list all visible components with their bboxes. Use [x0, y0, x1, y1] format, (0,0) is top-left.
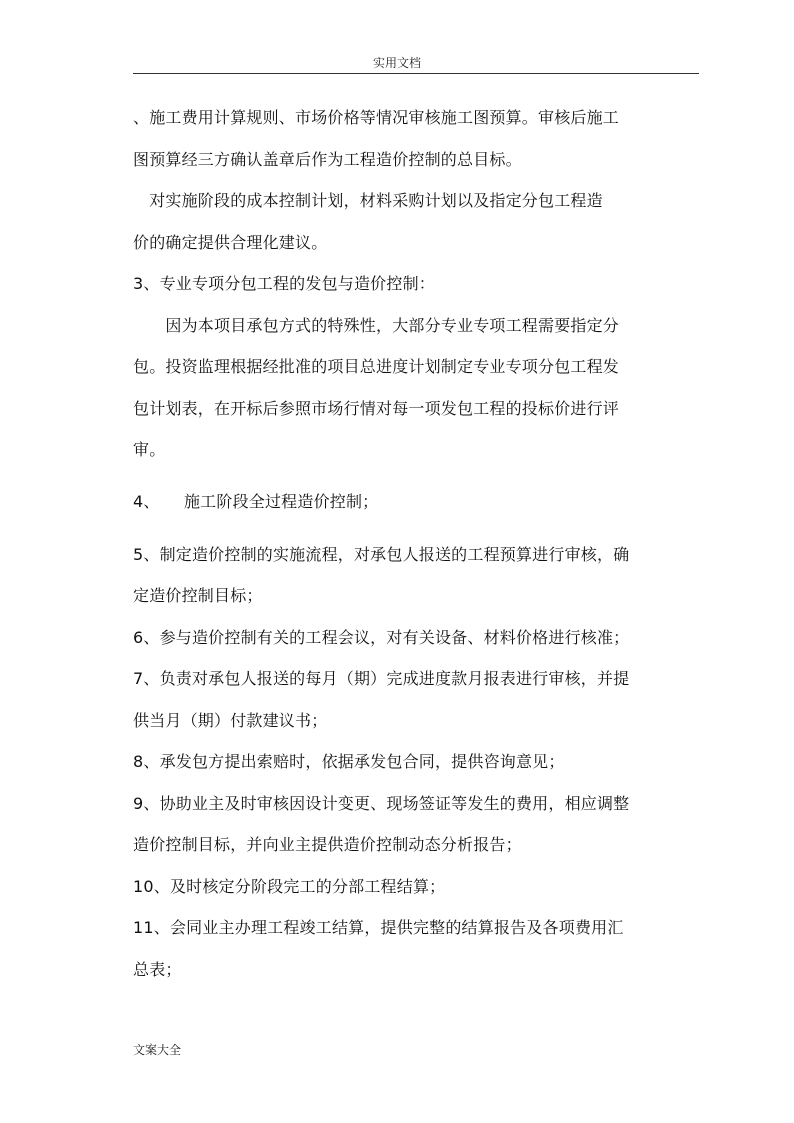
- header-divider: [133, 73, 699, 74]
- text-line: 5、制定造价控制的实施流程，对承包人报送的工程预算进行审核，确: [133, 545, 630, 564]
- text-line: 6、参与造价控制有关的工程会议，对有关设备、材料价格进行核准；: [133, 628, 630, 647]
- text-line: 8、承发包方提出索赔时，依据承发包合同，提供咨询意见；: [133, 752, 565, 771]
- text-line: 价的确定提供合理化建议。: [133, 233, 328, 252]
- text-line: 审。: [133, 440, 166, 459]
- section-heading: 4、 施工阶段全过程造价控制；: [133, 492, 379, 511]
- text-line: 包。投资监理根据经批准的项目总进度计划制定专业专项分包工程发: [133, 357, 620, 376]
- text-line: 3、专业专项分包工程的发包与造价控制：: [133, 274, 435, 293]
- text-line: 7、负责对承包人报送的每月（期）完成进度款月报表进行审核，并提: [133, 669, 630, 688]
- text-line: 定造价控制目标；: [133, 586, 263, 605]
- text-line: 造价控制目标，并向业主提供造价控制动态分析报告；: [133, 835, 522, 854]
- text-line: 对实施阶段的成本控制计划，材料采购计划以及指定分包工程造: [133, 191, 603, 210]
- text-line: 供当月（期）付款建议书；: [133, 711, 328, 730]
- text-line: 10、及时核定分阶段完工的分部工程结算；: [133, 877, 446, 896]
- text-line: 总表；: [133, 960, 182, 979]
- text-line: 图预算经三方确认盖章后作为工程造价控制的总目标。: [133, 150, 522, 169]
- page-footer: 文案大全: [133, 1043, 182, 1057]
- text-line: 11、会同业主办理工程竣工结算，提供完整的结算报告及各项费用汇: [133, 918, 624, 937]
- text-line: 、施工费用计算规则、市场价格等情况审核施工图预算。审核后施工: [133, 108, 620, 127]
- page-header: 实用文档: [372, 56, 421, 70]
- text-line: 因为本项目承包方式的特殊性，大部分专业专项工程需要指定分: [133, 316, 620, 335]
- text-line: 9、协助业主及时审核因设计变更、现场签证等发生的费用，相应调整: [133, 794, 630, 813]
- text-line: 包计划表，在开标后参照市场行情对每一项发包工程的投标价进行评: [133, 399, 620, 418]
